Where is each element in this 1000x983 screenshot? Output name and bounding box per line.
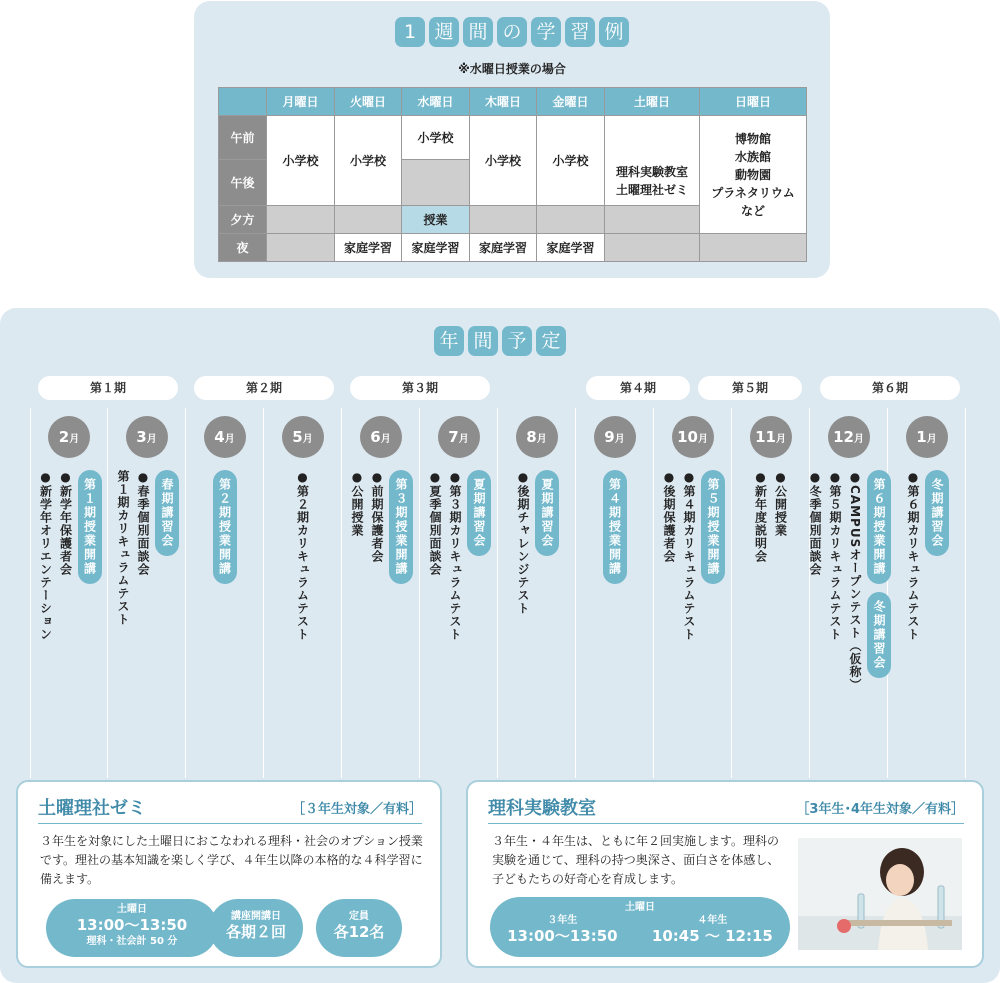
period-header: 夜	[219, 234, 267, 262]
month-suffix: 月	[302, 434, 313, 445]
day-header: 水曜日	[402, 88, 470, 116]
event-texts	[752, 470, 790, 563]
annual-title	[0, 326, 1000, 356]
time-value: 13:00〜13:50	[76, 916, 188, 934]
cell-sunday	[700, 116, 807, 234]
event-text: ●春季個別面談会	[136, 470, 150, 576]
month-suffix: 月	[853, 434, 864, 445]
card-title: 土曜理社ゼミ	[38, 798, 146, 819]
event-pills	[535, 470, 559, 556]
cell-home-study: 家庭学習	[402, 234, 470, 262]
month-number: 7	[448, 428, 459, 446]
month-badge	[906, 416, 948, 458]
event-pills	[925, 470, 949, 556]
capacity-label: 定員	[349, 911, 369, 922]
capacity-oval	[316, 899, 402, 957]
sessions-value: 各期２回	[225, 923, 286, 941]
weekly-schedule-table	[218, 87, 807, 262]
cell-empty	[402, 160, 470, 206]
month-column	[186, 408, 264, 778]
month-column	[30, 408, 108, 778]
card-title: 理科実験教室	[488, 798, 596, 819]
event-text: ●新学年保護者会	[58, 470, 73, 576]
title-char: 予	[502, 326, 532, 356]
event-texts	[114, 470, 152, 626]
month-suffix: 月	[926, 434, 937, 445]
month-events	[31, 470, 107, 641]
month-number: 5	[292, 428, 303, 446]
period-header: 午前	[219, 116, 267, 160]
grade4-value: 10:45 〜 12:15	[651, 927, 773, 945]
event-text: ●後期保護者会	[662, 470, 676, 563]
weekly-title	[194, 17, 830, 47]
period-header: 午後	[219, 160, 267, 206]
month-badge	[516, 416, 558, 458]
month-column	[576, 408, 654, 778]
event-text: ●新年度説明会	[753, 470, 768, 563]
child-experiment-photo	[798, 838, 962, 950]
grade4-time	[652, 914, 773, 946]
cell-empty	[537, 206, 605, 234]
event-pills	[78, 470, 102, 584]
month-badge	[48, 416, 90, 458]
title-char: 定	[536, 326, 566, 356]
sunday-item: 博物館	[734, 131, 771, 146]
month-number: 6	[370, 428, 381, 446]
day-header: 月曜日	[267, 88, 335, 116]
term-label: 第４期	[586, 376, 690, 400]
grade3-label: ３年生	[547, 915, 578, 926]
event-texts	[348, 470, 386, 563]
event-texts	[514, 470, 532, 615]
month-suffix: 月	[536, 434, 547, 445]
month-events	[888, 470, 965, 641]
month-column	[732, 408, 810, 778]
event-text: ●公開授業	[773, 470, 788, 537]
event-text: ●公開授業	[350, 470, 364, 537]
day-header: 木曜日	[470, 88, 537, 116]
event-texts	[426, 470, 464, 641]
month-suffix: 月	[697, 434, 708, 445]
event-text: ●CAMPUSオープンテスト（仮称）	[848, 470, 862, 692]
cell-empty	[700, 234, 807, 262]
term-label: 第６期	[820, 376, 960, 400]
month-badge	[204, 416, 246, 458]
title-char: 週	[429, 17, 459, 47]
event-pills	[467, 470, 491, 556]
month-events	[576, 470, 653, 584]
event-pill: 春期講習会	[155, 470, 179, 556]
event-pills	[603, 470, 627, 584]
cell-school: 小学校	[537, 116, 605, 206]
term-label: 第１期	[38, 376, 178, 400]
event-pills	[213, 470, 237, 584]
term-label: 第３期	[350, 376, 490, 400]
month-badge	[750, 416, 792, 458]
sunday-item: 動物園	[734, 167, 771, 182]
month-events	[264, 470, 341, 641]
grade4-label: ４年生	[697, 915, 728, 926]
cell-class: 授業	[402, 206, 470, 234]
month-badge	[828, 416, 870, 458]
month-column	[108, 408, 186, 778]
month-number: 9	[604, 428, 615, 446]
month-number: 2	[58, 428, 70, 446]
month-column	[498, 408, 576, 778]
title-char: 間	[468, 326, 498, 356]
month-column	[420, 408, 498, 778]
sessions-oval	[209, 899, 303, 957]
header-blank	[219, 88, 267, 116]
event-texts	[806, 470, 864, 691]
month-badge	[360, 416, 402, 458]
cell-empty	[335, 206, 402, 234]
event-text: ●後期チャレンジテスト	[516, 470, 530, 615]
time-oval	[490, 897, 790, 957]
cell-empty	[267, 234, 335, 262]
event-texts	[37, 470, 75, 641]
event-text: ●第４期カリキュラムテスト	[682, 470, 696, 641]
event-text: ●夏季個別面談会	[428, 470, 442, 576]
photo-illustration	[798, 838, 962, 950]
event-text: 第１期カリキュラムテスト	[116, 470, 130, 626]
month-suffix: 月	[224, 434, 235, 445]
month-suffix: 月	[146, 434, 157, 445]
month-events	[732, 470, 809, 563]
sunday-item: 水族館	[734, 149, 771, 164]
event-pill: 冬期講習会	[867, 592, 891, 678]
month-number: 10	[677, 428, 698, 446]
month-column	[888, 408, 966, 778]
month-suffix: 月	[458, 434, 469, 445]
month-suffix: 月	[775, 434, 786, 445]
cell-empty	[470, 206, 537, 234]
title-char: 1	[395, 17, 425, 47]
title-char: の	[497, 17, 527, 47]
month-column	[264, 408, 342, 778]
event-text: ●第２期カリキュラムテスト	[295, 470, 310, 641]
month-events	[186, 470, 263, 584]
event-pill: 第５期授業開講	[701, 470, 725, 584]
month-events	[810, 470, 887, 691]
grade3-time	[507, 914, 618, 946]
event-pill: 第１期授業開講	[78, 470, 102, 584]
saturday-item: 理科実験教室	[615, 165, 688, 179]
cell-home-study: 家庭学習	[335, 234, 402, 262]
title-char: 間	[463, 17, 493, 47]
card-tag: ［３年生対象／有料］	[291, 802, 422, 817]
event-pill: 夏期講習会	[467, 470, 491, 556]
month-number: 4	[214, 428, 225, 446]
event-pills	[701, 470, 725, 584]
card-description: ３年生を対象にした土曜日におこなわれる理科・社会のオプション授業です。理社の基本知識を楽しく学び、４年生以降の本格的な４科学習に備えます。	[40, 834, 423, 886]
event-pill: 第２期授業開講	[213, 470, 237, 584]
event-pills	[155, 470, 179, 556]
card-tag: ［3年生･4年生対象／有料］	[796, 802, 964, 817]
month-badge	[282, 416, 324, 458]
saturday-item: 土曜理社ゼミ	[615, 183, 688, 197]
month-events	[342, 470, 419, 584]
cell-empty	[605, 234, 700, 262]
month-events	[420, 470, 497, 641]
event-pills	[389, 470, 413, 584]
cell-school: 小学校	[470, 116, 537, 206]
day-header: 日曜日	[700, 88, 807, 116]
month-events	[108, 470, 185, 626]
sessions-label: 講座開講日	[231, 911, 281, 922]
event-text: ●冬季個別面談会	[808, 470, 822, 576]
day-header: 土曜日	[605, 88, 700, 116]
card-header	[38, 794, 422, 824]
event-text: ●前期保護者会	[370, 470, 384, 563]
month-badge	[594, 416, 636, 458]
capacity-value: 各12名	[333, 923, 385, 941]
cell-home-study: 家庭学習	[470, 234, 537, 262]
cell-empty	[267, 206, 335, 234]
title-char: 習	[565, 17, 595, 47]
day-header: 火曜日	[335, 88, 402, 116]
period-header: 夕方	[219, 206, 267, 234]
month-badge	[438, 416, 480, 458]
title-char: 例	[599, 17, 629, 47]
month-events	[654, 470, 731, 641]
grade3-value: 13:00〜13:50	[507, 927, 618, 945]
month-suffix: 月	[69, 434, 80, 445]
cell-saturday	[605, 116, 700, 206]
title-char: 年	[434, 326, 464, 356]
event-pill: 第３期授業開講	[389, 470, 413, 584]
term-label: 第５期	[698, 376, 802, 400]
month-suffix: 月	[380, 434, 391, 445]
term-label: 第２期	[194, 376, 334, 400]
day-header: 金曜日	[537, 88, 605, 116]
cell-home-study: 家庭学習	[537, 234, 605, 262]
time-day: 土曜日	[117, 904, 147, 915]
month-number: 11	[755, 428, 776, 446]
card-description: ３年生・４年生は、ともに年２回実施します。理科の実験を通じて、理科の持つ奥深さ、面白さを体感し、子どもたちの好奇心を育成します。	[492, 834, 780, 886]
month-badge	[672, 416, 714, 458]
event-texts	[660, 470, 698, 641]
event-pill: 第６期授業開講	[867, 470, 891, 584]
event-pill: 冬期講習会	[925, 470, 949, 556]
time-note: 理科・社会計 50 分	[86, 936, 178, 947]
event-texts	[904, 470, 922, 641]
month-number: 3	[136, 428, 147, 446]
time-oval	[46, 899, 218, 957]
card-header	[488, 794, 964, 824]
month-events	[498, 470, 575, 615]
month-column	[342, 408, 420, 778]
time-day: 土曜日	[625, 902, 655, 913]
event-texts	[294, 470, 312, 641]
cell-empty	[605, 206, 700, 234]
event-text: ●第６期カリキュラムテスト	[906, 470, 920, 641]
cell-school: 小学校	[267, 116, 335, 206]
cell-school: 小学校	[402, 116, 470, 160]
month-column	[654, 408, 732, 778]
month-suffix: 月	[614, 434, 625, 445]
month-column	[810, 408, 888, 778]
sunday-item: など	[740, 203, 765, 218]
cell-school: 小学校	[335, 116, 402, 206]
event-text: ●第５期カリキュラムテスト	[828, 470, 842, 641]
grade-times	[490, 914, 790, 946]
sunday-item: プラネタリウム	[711, 185, 795, 200]
event-text: ●新学年オリエンテーション	[38, 470, 53, 641]
month-number: 1	[916, 428, 927, 446]
weekly-subtitle: ※水曜日授業の場合	[458, 62, 566, 76]
event-text: ●第３期カリキュラムテスト	[448, 470, 462, 641]
event-pill: 第４期授業開講	[603, 470, 627, 584]
event-pill: 夏期講習会	[535, 470, 559, 556]
saturday-seminar-card	[16, 780, 442, 968]
month-number: 12	[833, 428, 854, 446]
month-badge	[126, 416, 168, 458]
title-char: 学	[531, 17, 561, 47]
month-number: 8	[526, 428, 537, 446]
